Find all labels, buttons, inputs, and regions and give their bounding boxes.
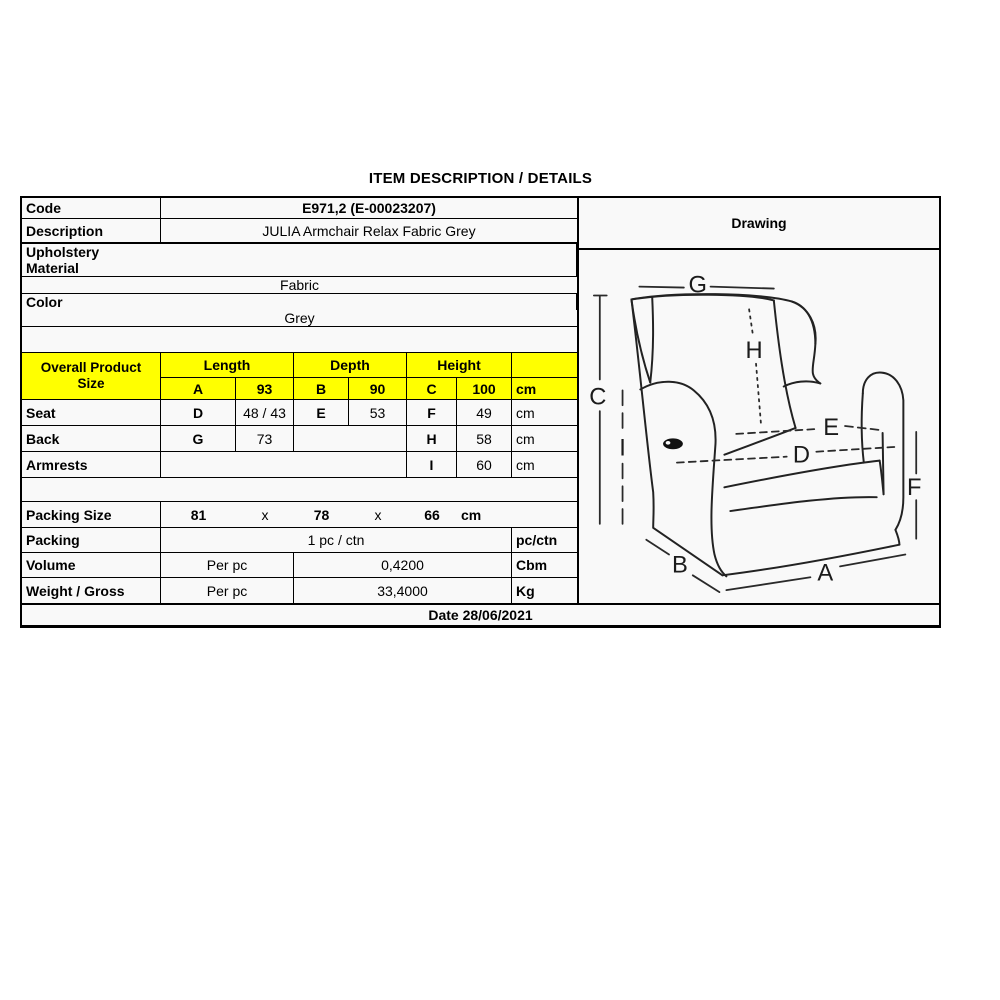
packing-size-row: [22, 502, 577, 528]
armrests-height-value: 60: [457, 452, 512, 477]
dim-label-d: D: [792, 442, 811, 469]
armrests-height-letter: I: [407, 452, 457, 477]
overall-depth-letter: B: [294, 378, 349, 399]
details-table: [22, 198, 579, 603]
armrests-empty: [161, 452, 407, 477]
packing-unit: pc/ctn: [516, 532, 558, 549]
seat-height-value: 49: [457, 400, 512, 425]
armchair-outline: [631, 294, 903, 579]
back-length-value: 73: [236, 426, 294, 451]
seat-height-letter: F: [407, 400, 457, 425]
overall-length-value: 93: [236, 378, 294, 399]
packing-row: [22, 528, 577, 553]
date-value: Date 28/06/2021: [428, 607, 533, 623]
back-unit: cm: [516, 430, 535, 447]
description-value: JULIA Armchair Relax Fabric Grey: [262, 222, 476, 239]
armrests-row: [22, 452, 577, 478]
spacer-row: [22, 327, 577, 354]
overall-unit: cm: [512, 378, 577, 399]
packing-size-empty: [512, 502, 577, 527]
recliner-button-highlight: [666, 441, 671, 445]
size-group-row: [161, 353, 577, 378]
seat-depth-letter: E: [294, 400, 349, 425]
dim-line-d-left: [677, 457, 787, 463]
weight-label: Weight / Gross: [22, 578, 161, 603]
packing-size-v1: 81: [190, 506, 207, 523]
seat-depth-value: 53: [349, 400, 407, 425]
code-value: E971,2 (E-00023207): [302, 200, 436, 217]
dim-label-g: G: [688, 272, 707, 299]
upholstery-block: [22, 244, 577, 327]
code-label: Code: [22, 198, 161, 218]
sheet-main: [22, 198, 939, 603]
dim-line-e-left: [736, 429, 817, 434]
seat-length-letter: D: [161, 400, 236, 425]
volume-per: Per pc: [161, 553, 294, 577]
dim-label-h: H: [745, 337, 763, 364]
armchair-drawing: [579, 250, 939, 603]
dim-label-f: F: [906, 475, 922, 502]
back-row: [22, 426, 577, 452]
size-header-empty: [512, 353, 577, 377]
height-header: Height: [407, 353, 512, 377]
drawing-header: Drawing: [579, 198, 939, 250]
dim-label-c: C: [589, 384, 607, 411]
drawing-area: [579, 250, 939, 603]
weight-per: Per pc: [161, 578, 294, 603]
weight-value: 33,4000: [294, 578, 512, 603]
volume-row: [22, 553, 577, 578]
dim-label-a: A: [817, 560, 834, 587]
depth-header: Depth: [294, 353, 407, 377]
page-title: ITEM DESCRIPTION / DETAILS: [368, 170, 593, 187]
spec-sheet: [20, 196, 941, 628]
overall-height-value: 100: [457, 378, 512, 399]
code-row: [22, 198, 577, 219]
description-label: Description: [22, 219, 161, 241]
packing-size-x2: x: [374, 506, 382, 523]
seat-row: [22, 400, 577, 426]
overall-depth-value: 90: [349, 378, 407, 399]
dim-label-i: I: [619, 435, 626, 462]
packing-size-x1: x: [261, 506, 269, 523]
description-row: [22, 219, 577, 243]
packing-size-v3: 66: [424, 506, 440, 523]
armrests-label: Armrests: [22, 452, 161, 477]
color-value: Grey: [284, 309, 315, 326]
size-header-block: [22, 353, 577, 400]
overall-length-letter: A: [161, 378, 236, 399]
recliner-button-icon: [663, 438, 683, 449]
back-length-letter: G: [161, 426, 236, 451]
dim-line-h: [749, 309, 761, 424]
back-height-letter: H: [407, 426, 457, 451]
back-depth-empty: [294, 426, 407, 451]
overall-size-row: [161, 378, 577, 399]
dim-line-d-right: [816, 447, 897, 452]
size-header-label: Overall Product Size: [22, 353, 161, 399]
seat-unit: cm: [516, 404, 535, 421]
packing-value: 1 pc / ctn: [161, 528, 512, 552]
back-label: Back: [22, 426, 161, 451]
dim-label-b: B: [671, 552, 688, 579]
material-label: Material: [22, 260, 577, 277]
material-value: Fabric: [22, 277, 577, 294]
packing-size-v2: 78: [313, 506, 330, 523]
back-height-value: 58: [457, 426, 512, 451]
dim-label-e: E: [823, 414, 840, 441]
overall-height-letter: C: [407, 378, 457, 399]
volume-label: Volume: [22, 553, 161, 577]
packing-label: Packing: [22, 528, 161, 552]
packing-size-label: Packing Size: [22, 502, 161, 527]
volume-unit: Cbm: [516, 557, 548, 574]
weight-row: [22, 578, 577, 603]
dimension-lines: [594, 287, 916, 593]
seat-label: Seat: [22, 400, 161, 425]
upholstery-label: Upholstery: [22, 244, 577, 260]
weight-unit: Kg: [516, 582, 535, 599]
color-label: Color: [22, 294, 577, 310]
seat-length-value: 48 / 43: [236, 400, 294, 425]
spacer-row: [22, 478, 577, 502]
date-row: [22, 603, 939, 625]
volume-value: 0,4200: [294, 553, 512, 577]
drawing-panel: [579, 198, 939, 603]
armrests-unit: cm: [516, 456, 535, 473]
packing-size-unit: cm: [461, 506, 482, 523]
length-header: Length: [161, 353, 294, 377]
